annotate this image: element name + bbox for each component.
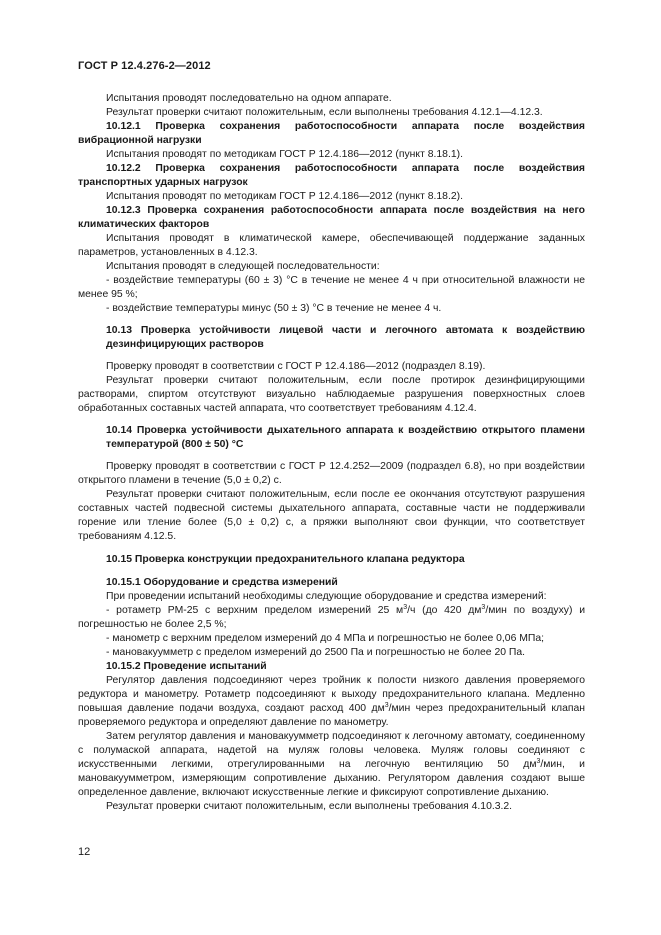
paragraph: Результат проверки считают положительным, если после ее окончания отсутствуют разрушения составных частей подвесной системы дыхательного аппарата, составные части не поддерживали горение или тление более (5,0 ± 0,2) с, а пряжки выполняют свои функции, что соответствует требованиям 4.12.5.: [78, 489, 585, 542]
section-heading: 10.12.2 Проверка сохранения работоспособности аппарата после воздействия транспортных ударных нагрузок: [78, 163, 585, 188]
document-header: ГОСТ Р 12.4.276-2—2012: [78, 60, 211, 72]
section-heading: 10.13 Проверка устойчивости лицевой части и легочного автомата к воздействию дезинфицирующих растворов: [106, 325, 585, 350]
paragraph: Испытания проводят в следующей последовательности:: [106, 261, 380, 272]
paragraph: Регулятор давления подсоединяют через тройник к полости низкого давления проверяемого редуктора и манометру. Ротаметр подсоединяют к выходу предохранительного клапана. Медленно повышая давление подачи воздуха, создают расход 400 $дм^3$/мин через предохранительный клапан проверяемого редуктора и определяют давление по манометру.: [78, 675, 585, 728]
paragraph: Результат проверки считают положительным, если выполнены требования 4.12.1—4.12.3.: [106, 107, 543, 118]
document-body: [78, 92, 585, 814]
paragraph: Результат проверки считают положительным, если выполнены требования 4.10.3.2.: [106, 801, 513, 812]
subsection-heading: 10.15.1 Оборудование и средства измерений: [106, 577, 338, 588]
subsection-heading: 10.15.2 Проведение испытаний: [106, 661, 267, 672]
section-heading: 10.14 Проверка устойчивости дыхательного аппарата к воздействию открытого пламени температурой (800 ± 50) °С: [106, 425, 585, 450]
paragraph: Проверку проводят в соответствии с ГОСТ Р 12.4.252—2009 (подраздел 6.8), но при воздействии открытого пламени в течение (5,0 ± 0,2) с.: [78, 461, 585, 486]
list-item: - мановакуумметр с пределом измерений до 2500 Па и погрешностью не более 20 Па.: [106, 647, 526, 658]
section-heading: 10.12.3 Проверка сохранения работоспособности аппарата после воздействия на него климатических факторов: [78, 205, 585, 230]
paragraph: Затем регулятор давления и мановакуумметр подсоединяют к легочному автомату, соединенному с полумаской аппарата, надетой на муляж головы человека. Муляж головы соединяют с искусственными легкими, отрегулированными на легочную вентиляцию 50 $дм^3$/мин, и мановакуумметром, измеряющим сопротивление дыханию. Регулятором давления создают выше определенное давление, включают искусственные легкие и фиксируют сопротивление дыханию.: [78, 731, 585, 798]
paragraph: Испытания проводят в климатической камере, обеспечивающей поддержание заданных параметров, установленных в 4.12.3.: [78, 233, 585, 258]
paragraph: Испытания проводят последовательно на одном аппарате.: [106, 93, 392, 104]
paragraph: Результат проверки считают положительным, если после протирок дезинфицирующими растворами, спиртом отсутствуют визуально наблюдаемые разрушения поверхностных слоев обработанных составных частей аппарата, что соответствует требованиям 4.12.4.: [78, 375, 585, 414]
list-item: - воздействие температуры (60 ± 3) °С в течение не менее 4 ч при относительной влажности не менее 95 %;: [78, 275, 585, 300]
paragraph: Испытания проводят по методикам ГОСТ Р 12.4.186—2012 (пункт 8.18.2).: [106, 191, 463, 202]
page-number: 12: [78, 846, 91, 858]
list-item: - воздействие температуры минус (50 ± 3) °С в течение не менее 4 ч.: [106, 303, 442, 314]
paragraph: При проведении испытаний необходимы следующие оборудование и средства измерений:: [106, 591, 547, 602]
paragraph: Испытания проводят по методикам ГОСТ Р 12.4.186—2012 (пункт 8.18.1).: [106, 149, 463, 160]
paragraph: Проверку проводят в соответствии с ГОСТ Р 12.4.186—2012 (подраздел 8.19).: [106, 361, 486, 372]
list-item: - ротаметр РМ-25 с верхним пределом измерений 25 $м^3/ч$ (до 420 $дм^3$/мин по воздуху) и погрешностью не более 2,5 %;: [78, 604, 585, 630]
section-heading: 10.15 Проверка конструкции предохранительного клапана редуктора: [106, 554, 465, 565]
list-item: - манометр с верхним пределом измерений до 4 МПа и погрешностью не более 0,06 МПа;: [106, 633, 545, 644]
section-heading: 10.12.1 Проверка сохранения работоспособности аппарата после воздействия вибрационной нагрузки: [78, 121, 585, 146]
